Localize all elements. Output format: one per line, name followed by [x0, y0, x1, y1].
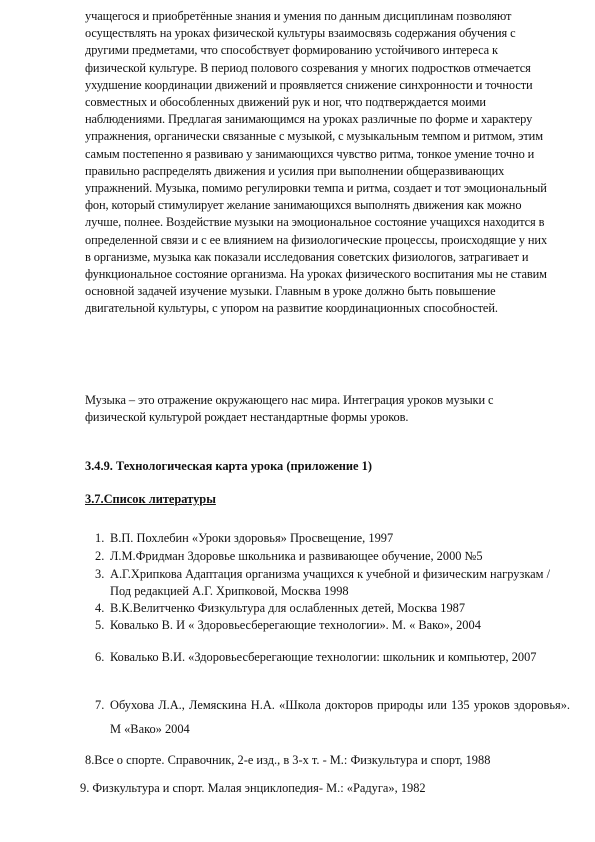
list-item-text: Ковалько В. И « Здоровьесберегающие технологии». М. « Вако», 2004 [110, 618, 481, 632]
list-item-text: 8.Все о спорте. Справочник, 2-е изд., в 3-х т. - М.: Физкультура и спорт, 1988 [85, 753, 491, 767]
body-paragraph-music-reflection: Музыка – это отражение окружающего нас мира. Интеграция уроков музыки с физической культурой рождает нестандартные формы уроков. [85, 393, 494, 425]
list-item-text: 9. Физкультура и спорт. Малая энциклопедия- М.: «Радуга», 1982 [80, 781, 426, 795]
list-item-text: В.П. Похлебин «Уроки здоровья» Просвещение, 1997 [110, 531, 394, 545]
body-paragraph-music-integration: учащегося и приобретённые знания и умения по данным дисциплинам позволяют осуществлять на уроках физической культуры взаимосвязь содержания обучения с другими предметами, что способствует формированию устойчивого интереса к физической культуре. В период полового созревания у многих подростков отмечается ухудшение координации движений и проявляется снижение синхронности и точности совместных и обособленных движений рук и ног, что подтверждается моими наблюдениями. Предлагая занимающимся на уроках различные по форме и характеру упражнения, органически связанные с музыкой, с музыкальным темпом и ритмом, этим самым постепенно я развиваю у занимающихся чувство ритма, тонкое умение точно и правильно распределять движения и усилия при выполнении общеразвивающих упражнений. Музыка, помимо регулировки темпа и ритма, создает и тот эмоциональный фон, который стимулирует желание занимающихся выполнять движения как можно лучше, полнее. Воздействие музыки на эмоциональное состояние учащихся находится в определенной связи и с ее влиянием на физиологические процессы, происходящие у них в организме, музыка как показали исследования советских физиологов, затрагивает и функциональное состояние организма. На уроках физического воспитания мы не ставим основной задачей изучение музыки. Главным в уроке должно быть повышение двигательной культуры, с упором на развитие координационных способностей. [85, 9, 548, 316]
section-heading-tech-map: 3.4.9. Технологическая карта урока (приложение 1) [85, 459, 372, 473]
list-item-text: Л.М.Фридман Здоровье школьника и развивающее обучение, 2000 №5 [110, 549, 483, 563]
list-item-number: 1. [95, 531, 105, 545]
list-item-number: 4. [95, 601, 105, 615]
list-item-number: 3. [95, 567, 105, 581]
list-item-text: Обухова Л.А., Лемяскина Н.А. «Школа докторов природы или 135 уроков здоровья». М «Вако» 2004 [110, 698, 570, 736]
list-item-text: А.Г.Хрипкова Адаптация организма учащихся к учебной и физическим нагрузкам / Под редакцией А.Г. Хрипковой, Москва 1998 [110, 567, 551, 598]
list-item-text: В.К.Велитченко Физкультура для ослабленных детей, Москва 1987 [110, 601, 466, 615]
list-item-number: 7. [95, 698, 105, 712]
list-item-text: Ковалько В.И. «Здоровьесберегающие технологии: школьник и компьютер, 2007 [110, 650, 537, 664]
section-heading-literature: 3.7.Список литературы [85, 492, 216, 506]
list-item-number: 6. [95, 650, 105, 664]
list-item-number: 2. [95, 549, 105, 563]
list-item-number: 5. [95, 618, 105, 632]
